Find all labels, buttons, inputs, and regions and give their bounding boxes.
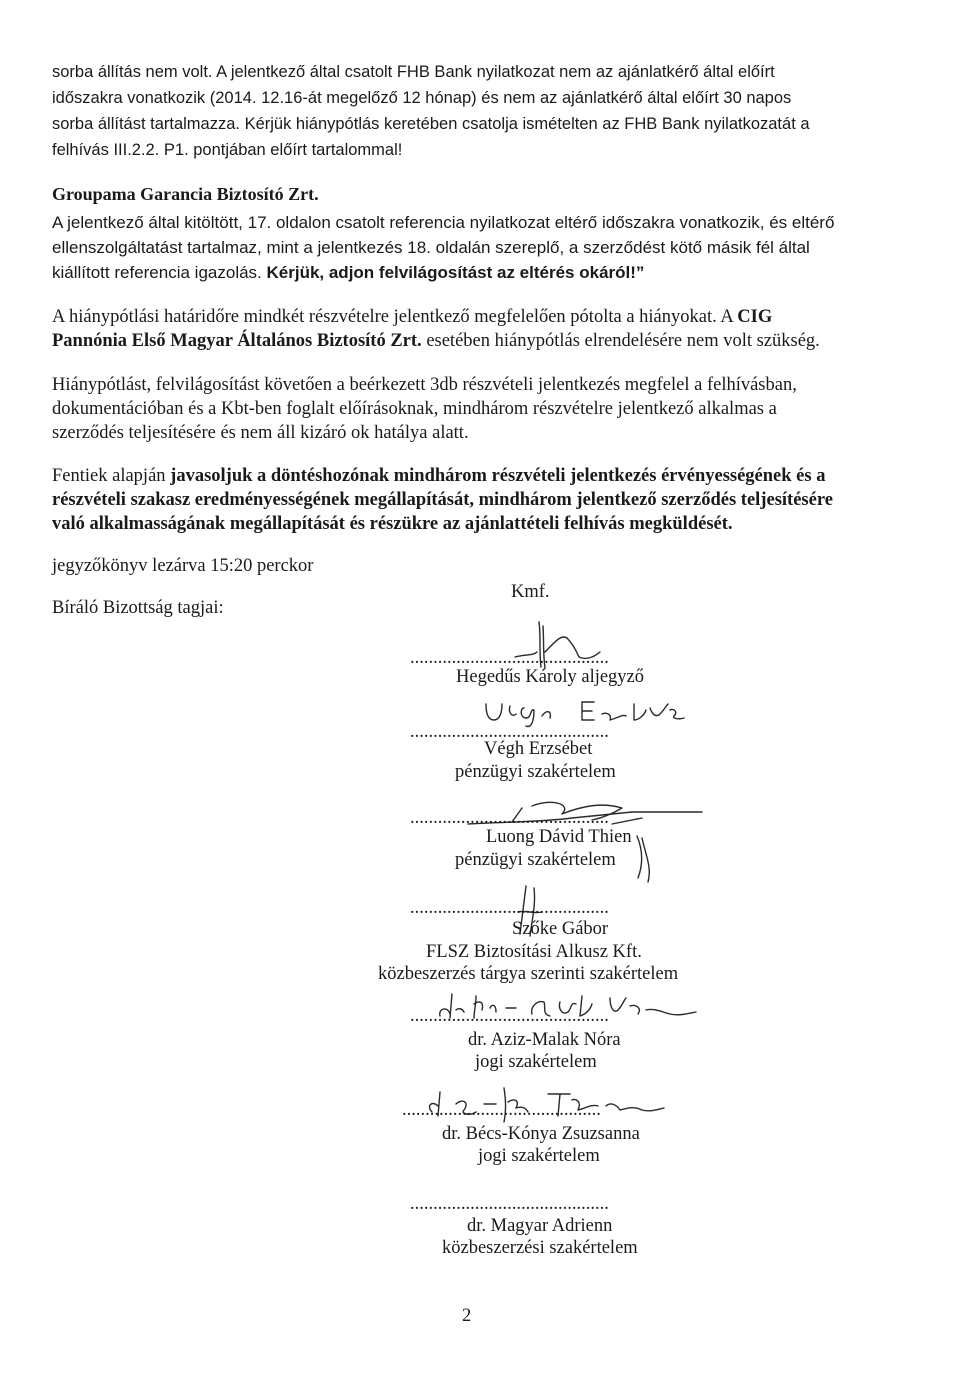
deficiency-line-2: [52, 331, 820, 352]
signature-1-name: Hegedűs Károly aljegyző: [456, 667, 645, 687]
groupama-line-2: ellenszolgáltatást tartalmaz, mint a jelentkezés 18. oldalán szereplő, a szerződést kötő másik fél által: [52, 238, 810, 257]
signature-4-name: Szőke Gábor: [512, 919, 609, 939]
proposal-line-1-bold: javasoljuk a döntéshozónak mindhárom részvételi jelentkezés érvényességének és a: [170, 466, 826, 486]
signature-6-name: dr. Bécs-Kónya Zsuzsanna: [442, 1124, 640, 1144]
page-number: 2: [462, 1306, 472, 1326]
signature-5-role: jogi szakértelem: [475, 1052, 597, 1072]
signature-3-dots: ...........................................: [410, 808, 609, 828]
signature-6-dots: ...........................................: [402, 1100, 601, 1120]
signature-3-role: pénzügyi szakértelem: [455, 850, 616, 870]
signature-5-name: dr. Aziz-Malak Nóra: [468, 1030, 621, 1050]
groupama-heading: Groupama Garancia Biztosító Zrt.: [52, 184, 319, 204]
signature-2-name: Végh Erzsébet: [484, 739, 593, 759]
top-paragraph-line-2: időszakra vonatkozik (2014. 12.16-át megelőző 12 hónap) és nem az ajánlatkérő által előírt 30 napos: [52, 89, 792, 107]
signature-3-name: Luong Dávid Thien: [486, 827, 632, 847]
signature-5-dots: ...........................................: [410, 1006, 609, 1026]
signature-7-name: dr. Magyar Adrienn: [467, 1216, 613, 1236]
after-check-line-2: dokumentációban és a Kbt-ben foglalt előírásoknak, mindhárom részvételre jelentkező alkalmas a: [52, 399, 777, 419]
signature-7-role: közbeszerzési szakértelem: [442, 1238, 638, 1258]
top-paragraph-line-1: sorba állítás nem volt. A jelentkező által csatolt FHB Bank nyilatkozat nem az ajánlatkérő által előírt: [52, 63, 775, 81]
signature-7-dots: ...........................................: [410, 1194, 609, 1214]
signature-6-role: jogi szakértelem: [478, 1146, 600, 1166]
signature-4-role: FLSZ Biztosítási Alkusz Kft.: [426, 942, 642, 962]
groupama-line-3: [52, 263, 644, 283]
closing-line: jegyzőkönyv lezárva 15:20 perckor: [52, 556, 314, 576]
groupama-request: Kérjük, adjon felvilágosítást az eltérés okáról!: [266, 263, 636, 282]
deficiency-line-1-bold: CIG: [737, 307, 773, 327]
proposal-line-2: részvételi szakasz eredményességének megállapítását, mindhárom jelentkező szerződés teljesítésére: [52, 490, 833, 510]
groupama-line-3-normal: kiállított referencia igazolás.: [52, 263, 267, 282]
signature-1-dots: ...........................................: [410, 648, 609, 668]
committee-label: Bíráló Bizottság tagjai:: [52, 598, 224, 618]
signature-2-dots: ...........................................: [410, 722, 609, 742]
deficiency-line-2-text: esetében hiánypótlás elrendelésére nem volt szükség.: [421, 331, 820, 351]
proposal-line-1-text: Fentiek alapján: [52, 466, 171, 486]
after-check-line-3: szerződés teljesítésére és nem áll kizáró ok hatálya alatt.: [52, 423, 469, 443]
kmf-label: Kmf.: [511, 582, 550, 602]
deficiency-company: Pannónia Első Magyar Általános Biztosító Zrt.: [52, 331, 422, 351]
deficiency-line-1: [52, 307, 772, 328]
signature-4-dots: ...........................................: [410, 898, 609, 918]
groupama-line-1: A jelentkező által kitöltött, 17. oldalon csatolt referencia nyilatkozat eltérő időszakra vonatkozik, és eltérő: [52, 213, 835, 232]
top-paragraph-line-3: sorba állítást tartalmazza. Kérjük hiánypótlás keretében csatolja ismételten az FHB Bank nyilatkozatát a: [52, 115, 810, 133]
deficiency-line-1-text: A hiánypótlási határidőre mindkét részvételre jelentkező megfelelően pótolta a hiányokat. A: [52, 307, 738, 327]
top-paragraph-line-4: felhívás III.2.2. P1. pontjában előírt tartalommal!: [52, 141, 403, 159]
groupama-quote: ”: [635, 263, 645, 282]
signature-2-role: pénzügyi szakértelem: [455, 762, 616, 782]
proposal-line-3: való alkalmasságának megállapítását és részükre az ajánlattételi felhívás megküldését.: [52, 514, 733, 534]
proposal-line-1: [52, 466, 825, 487]
signature-4-role-2: közbeszerzés tárgya szerinti szakértelem: [378, 964, 679, 984]
after-check-line-1: Hiánypótlást, felvilágosítást követően a beérkezett 3db részvételi jelentkezés megfelel a felhívásban,: [52, 375, 797, 395]
